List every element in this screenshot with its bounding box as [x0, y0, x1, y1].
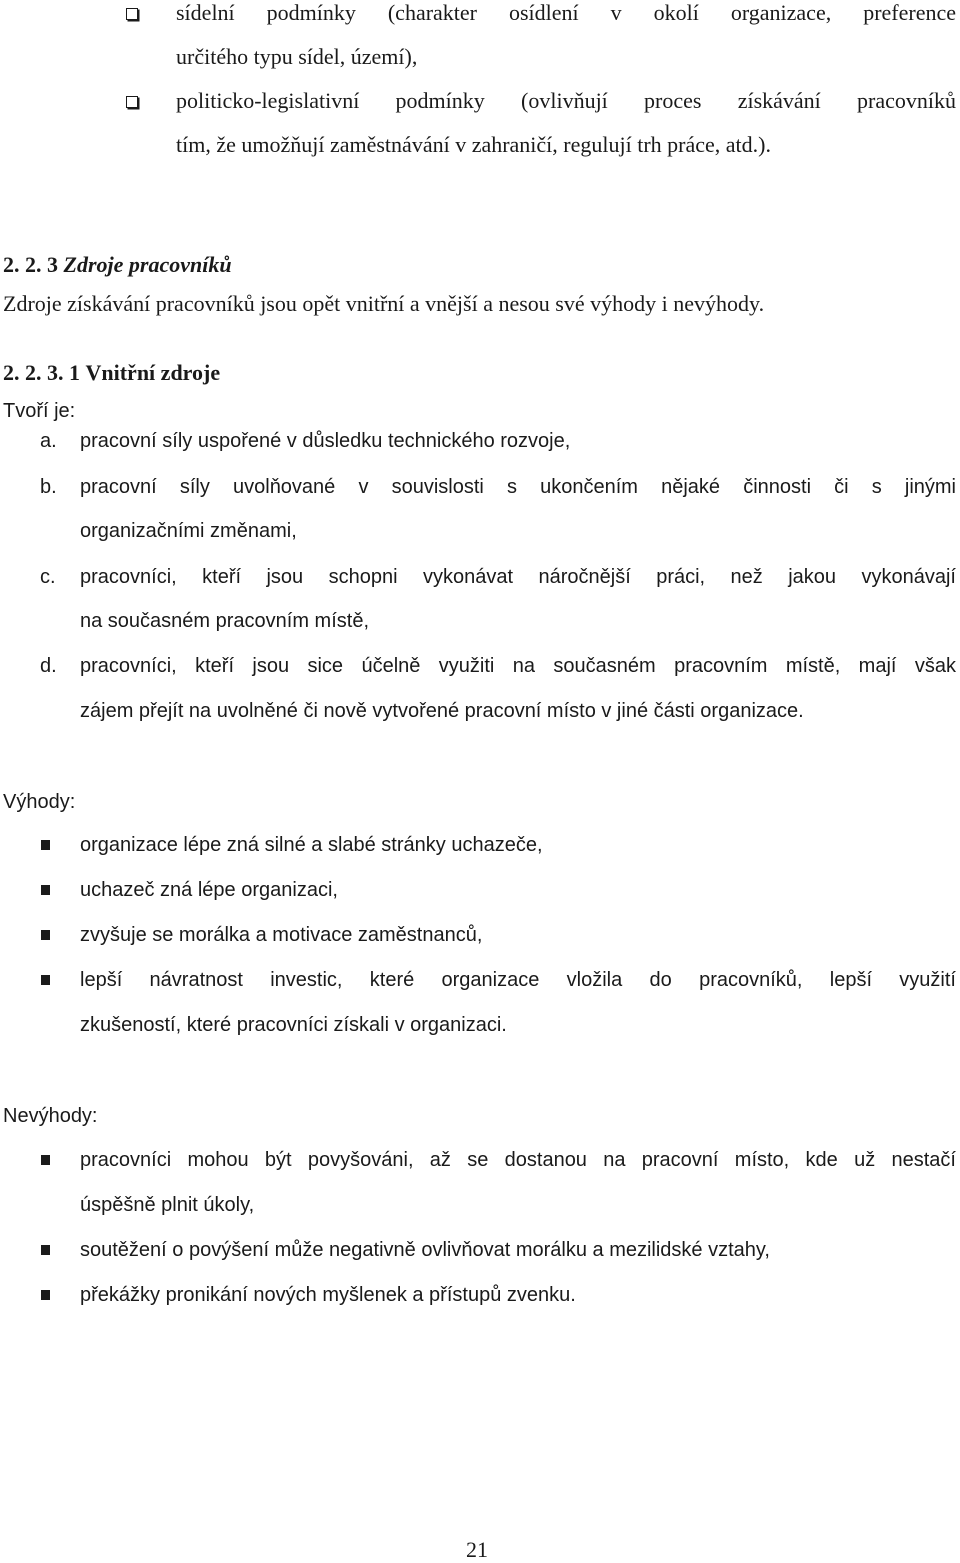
checkbox-bullet-icon — [126, 8, 138, 20]
bullet-line: určitého typu sídel, území), — [176, 44, 418, 69]
list-item: úspěšně plnit úkoly, — [80, 1194, 255, 1216]
square-bullet-icon — [41, 1290, 50, 1300]
section-number: 2. 2. 3 — [3, 252, 58, 277]
advantages-label: Výhody: — [3, 791, 76, 813]
list-marker: b. — [40, 476, 57, 498]
list-marker: a. — [40, 430, 57, 452]
list-item: na současném pracovním místě, — [80, 610, 370, 632]
square-bullet-icon — [41, 1155, 50, 1165]
list-item: zvyšuje se morálka a motivace zaměstnanců, — [80, 924, 483, 946]
square-bullet-icon — [41, 1245, 50, 1255]
checkbox-bullet-icon — [126, 96, 138, 108]
square-bullet-icon — [41, 840, 50, 850]
section-text: Zdroje získávání pracovníků jsou opět vnitřní a vnější a nesou své výhody i nevýhody. — [3, 291, 765, 316]
subsection-heading — [3, 360, 220, 386]
square-bullet-icon — [41, 885, 50, 895]
list-item: zkušeností, které pracovníci získali v organizaci. — [80, 1014, 507, 1036]
bullet-line: politicko-legislativní podmínky (ovlivňují proces získávání pracovníků — [176, 88, 956, 113]
list-item: překážky pronikání nových myšlenek a přístupů zvenku. — [80, 1284, 576, 1306]
list-item: soutěžení o povýšení může negativně ovlivňovat morálku a mezilidské vztahy, — [80, 1239, 770, 1261]
section-title: Zdroje pracovníků — [63, 252, 232, 277]
list-item: pracovníci, kteří jsou sice účelně využiti na současném pracovním místě, mají však — [80, 655, 956, 677]
subsection-number: 2. 2. 3. 1 — [3, 360, 80, 385]
list-item: organizace lépe zná silné a slabé stránky uchazeče, — [80, 834, 543, 856]
list-item: pracovníci mohou být povyšováni, až se dostanou na pracovní místo, kde už nestačí — [80, 1149, 956, 1171]
square-bullet-icon — [41, 930, 50, 940]
bullet-line: tím, že umožňují zaměstnávání v zahraničí, regulují trh práce, atd.). — [176, 132, 771, 157]
list-item: uchazeč zná lépe organizaci, — [80, 879, 338, 901]
list-marker: d. — [40, 655, 57, 677]
disadvantages-label: Nevýhody: — [3, 1105, 98, 1127]
list-item: pracovní síly uvolňované v souvislosti s ukončením nějaké činnosti či s jinými — [80, 476, 956, 498]
bullet-line: sídelní podmínky (charakter osídlení v okolí organizace, preference — [176, 0, 956, 25]
subsection-intro: Tvoří je: — [3, 400, 76, 422]
list-item: pracovníci, kteří jsou schopni vykonávat náročnější práci, než jakou vykonávají — [80, 566, 956, 588]
list-item: lepší návratnost investic, které organizace vložila do pracovníků, lepší využití — [80, 969, 956, 991]
list-item: pracovní síly uspořené v důsledku technického rozvoje, — [80, 430, 571, 452]
list-item: organizačními změnami, — [80, 520, 297, 542]
subsection-title: Vnitřní zdroje — [85, 360, 221, 385]
section-heading — [3, 252, 232, 278]
list-item: zájem přejít na uvolněné či nově vytvořené pracovní místo v jiné části organizace. — [80, 700, 804, 722]
list-marker: c. — [40, 566, 56, 588]
square-bullet-icon — [41, 975, 50, 985]
page-number: 21 — [466, 1537, 488, 1562]
